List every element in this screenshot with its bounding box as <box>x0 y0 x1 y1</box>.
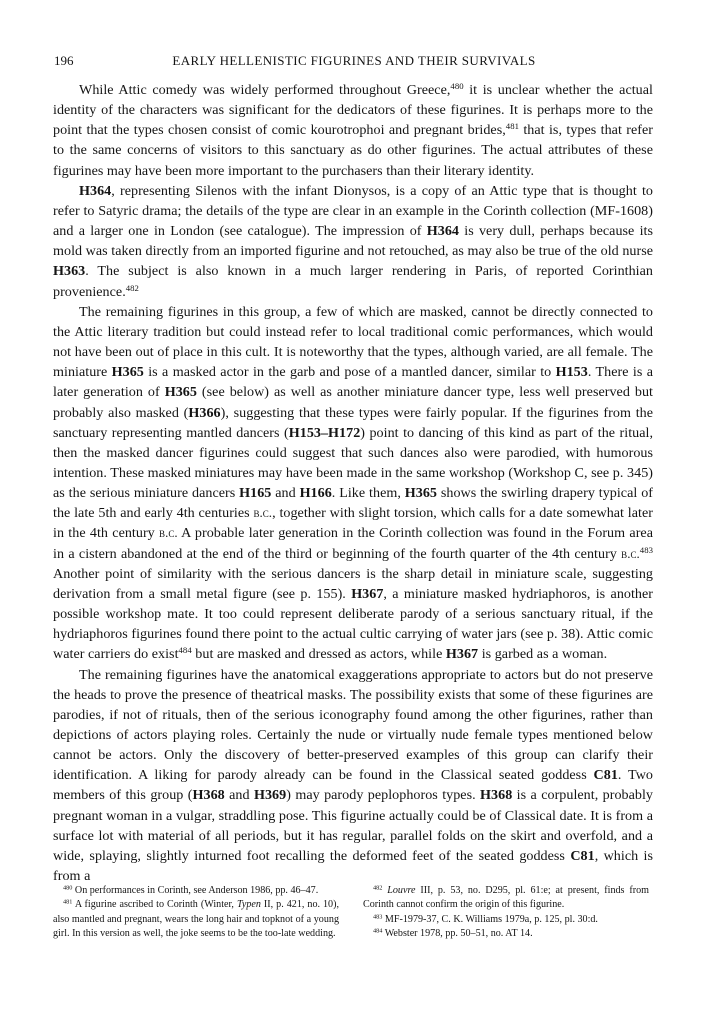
catalogue-ref: H367 <box>445 646 479 663</box>
catalogue-ref: H367 <box>351 585 384 602</box>
running-head <box>54 52 654 70</box>
catalogue-ref: H365 <box>164 384 197 401</box>
footnote-482: $^{482}$ Louvre III, p. 53, no. D295, pl. 61:e; at present, finds from Corinth cannot confirm the origin of this figurine. <box>363 884 649 911</box>
footnotes-right-column <box>363 884 649 942</box>
era-abbrev: b.c. <box>159 525 178 541</box>
era-abbrev: b.c. <box>621 545 640 561</box>
footnote-483: $^{483}$ MF-1979-37, C. K. Williams 1979a, p. 125, pl. 30:d. <box>373 913 598 925</box>
footnote-ref-481[interactable]: 481 <box>505 121 519 132</box>
footnote-ref-480[interactable]: 480 <box>450 81 464 92</box>
footnote-484: $^{484}$ Webster 1978, pp. 50–51, no. AT 14. <box>373 927 533 940</box>
footnote-ref-482[interactable]: 482 <box>125 282 139 293</box>
catalogue-ref: C81 <box>593 767 618 784</box>
page-number: 196 <box>54 53 74 68</box>
catalogue-ref: H166 <box>299 485 332 502</box>
catalogue-ref: H165 <box>239 485 272 502</box>
paragraph-2: H364, representing Silenos with the infant Dionysos, is a copy of an Attic type that is thought to refer to Satyric drama; the details of the type are clear in an example in the Corinth collection (MF-1608) and a larger one in London (see catalogue). The impression of H364 is very dull, perhaps because its mold was taken directly from an imported figurine and not retouched, as may also be true of the old nurse H363. The subject is also known in a much larger rendering in Paris, of reported Corinthian provenience.$^{482}$ <box>53 182 653 300</box>
footnote-ref-484[interactable]: 484 <box>178 645 192 656</box>
footnote-481: $^{481}$ A figurine ascribed to Corinth (Winter, Typen II, p. 421, no. 10), also mantled and pregnant, wears the long hair and topknot of a young girl. In this version as well, the joke seems to be the too-late wedding. <box>53 898 339 940</box>
paragraph-4: The remaining figurines have the anatomical exaggerations appropriate to actors but do not preserve the heads to prove the presence of theatrical masks. The possibility exists that some of these figurines are parodies, if not of rituals, then of the serious iconography found among the other figurines, rather than depictions of actors playing roles. Certainly the nude or virtually nude female types mentioned below cannot be actors. Only the discovery of better-preserved examples of this group can clarify their identification. A liking for parody already can be found in the Classical seated goddess C81. Two members of this group (H368 and H369) may parody peplophoros types. H368 is a corpulent, probably pregnant woman in a vulgar, straddling pose. This figurine actually could be of Classical date. It is from a surface lot with material of all periods, but it has regular, parallel folds on the skirt and overfold, and a wide, splaying, slightly inturned foot recalling the deformed feet of the seated goddess C81, which is from a <box>53 666 654 885</box>
catalogue-ref: C81 <box>570 847 595 864</box>
catalogue-ref: H364 <box>79 182 112 199</box>
catalogue-ref: H368 <box>480 787 513 804</box>
catalogue-ref: H369 <box>253 787 287 804</box>
catalogue-ref: H153–H172 <box>288 424 361 441</box>
running-title: EARLY HELLENISTIC FIGURINES AND THEIR SURVIVALS <box>172 53 536 68</box>
footnote-480: $^{480}$ On performances in Corinth, see Anderson 1986, pp. 46–47. <box>63 884 319 896</box>
catalogue-ref: H153 <box>555 364 588 381</box>
catalogue-ref: H363 <box>53 263 86 280</box>
paragraph-3: The remaining figurines in this group, a few of which are masked, cannot be directly connected to the Attic literary tradition but could instead refer to local traditional comic performances, which would not have been out of place in this cult. It is noteworthy that the types, although varied, are all female. The miniature H365 is a masked actor in the garb and pose of a mantled dancer, similar to H153. There is a later generation of H365 (see below) as well as another miniature dancer type, less well preserved but probably also masked (H366), suggesting that these types were fairly popular. If the figurines from the sanctuary representing mantled dancers (H153–H172) point to dancing of this kind as part of the ritual, then the masked dancer figurines could suggest that such dances also were parodied, with humorous intention. These masked miniatures may have been made in the same workshop (Workshop C, see p. 345) as the serious miniature dancers H165 and H166. Like them, H365 shows the swirling drapery typical of the late 5th and early 4th centuries b.c., together with slight torsion, which calls for a date somewhat later in the 4th century b.c. A probable later generation in the Corinth collection was found in the Forum area in a cistern abandoned at the end of the third or beginning of the fourth quarter of the 4th century b.c.$^{483}$ Another point of similarity with the serious dancers is the sharp detail in miniature scale, suggesting derivation from a small metal figure (see p. 155). H367, a miniature masked hydriaphoros, is another possible workshop mate. It too could represent deliberate parody of a serious sanctuary ritual, if the hydriaphoros figurines found there point to the actual cultic carrying of water jars (see p. 38). Attic comic water carriers do exist$^{484}$ but are masked and dressed as actors, while H367 is garbed as a woman. <box>53 303 653 663</box>
catalogue-ref: H365 <box>404 485 438 502</box>
catalogue-ref: H365 <box>111 364 144 381</box>
era-abbrev: b.c. <box>253 505 273 521</box>
catalogue-ref: H368 <box>192 787 225 804</box>
footnotes-left-column <box>53 884 339 942</box>
body-text <box>53 80 653 886</box>
catalogue-ref: H364 <box>426 223 460 240</box>
footnote-ref-483[interactable]: 483 <box>639 544 653 555</box>
paragraph-1: While Attic comedy was widely performed throughout Greece,$^{480}$ it is unclear whether the actual identity of the characters was significant for the dedicators of these figurines. It is perhaps more to the point that the types chosen consist of comic kourotrophoi and pregnant brides,$^{481}$ that is, types that refer to the same concerns of visitors to this sanctuary as do other figurines. The actual attributes of these figurines may have been more important to the purchasers than their literary identity. <box>53 81 653 179</box>
catalogue-ref: H366 <box>188 404 221 421</box>
